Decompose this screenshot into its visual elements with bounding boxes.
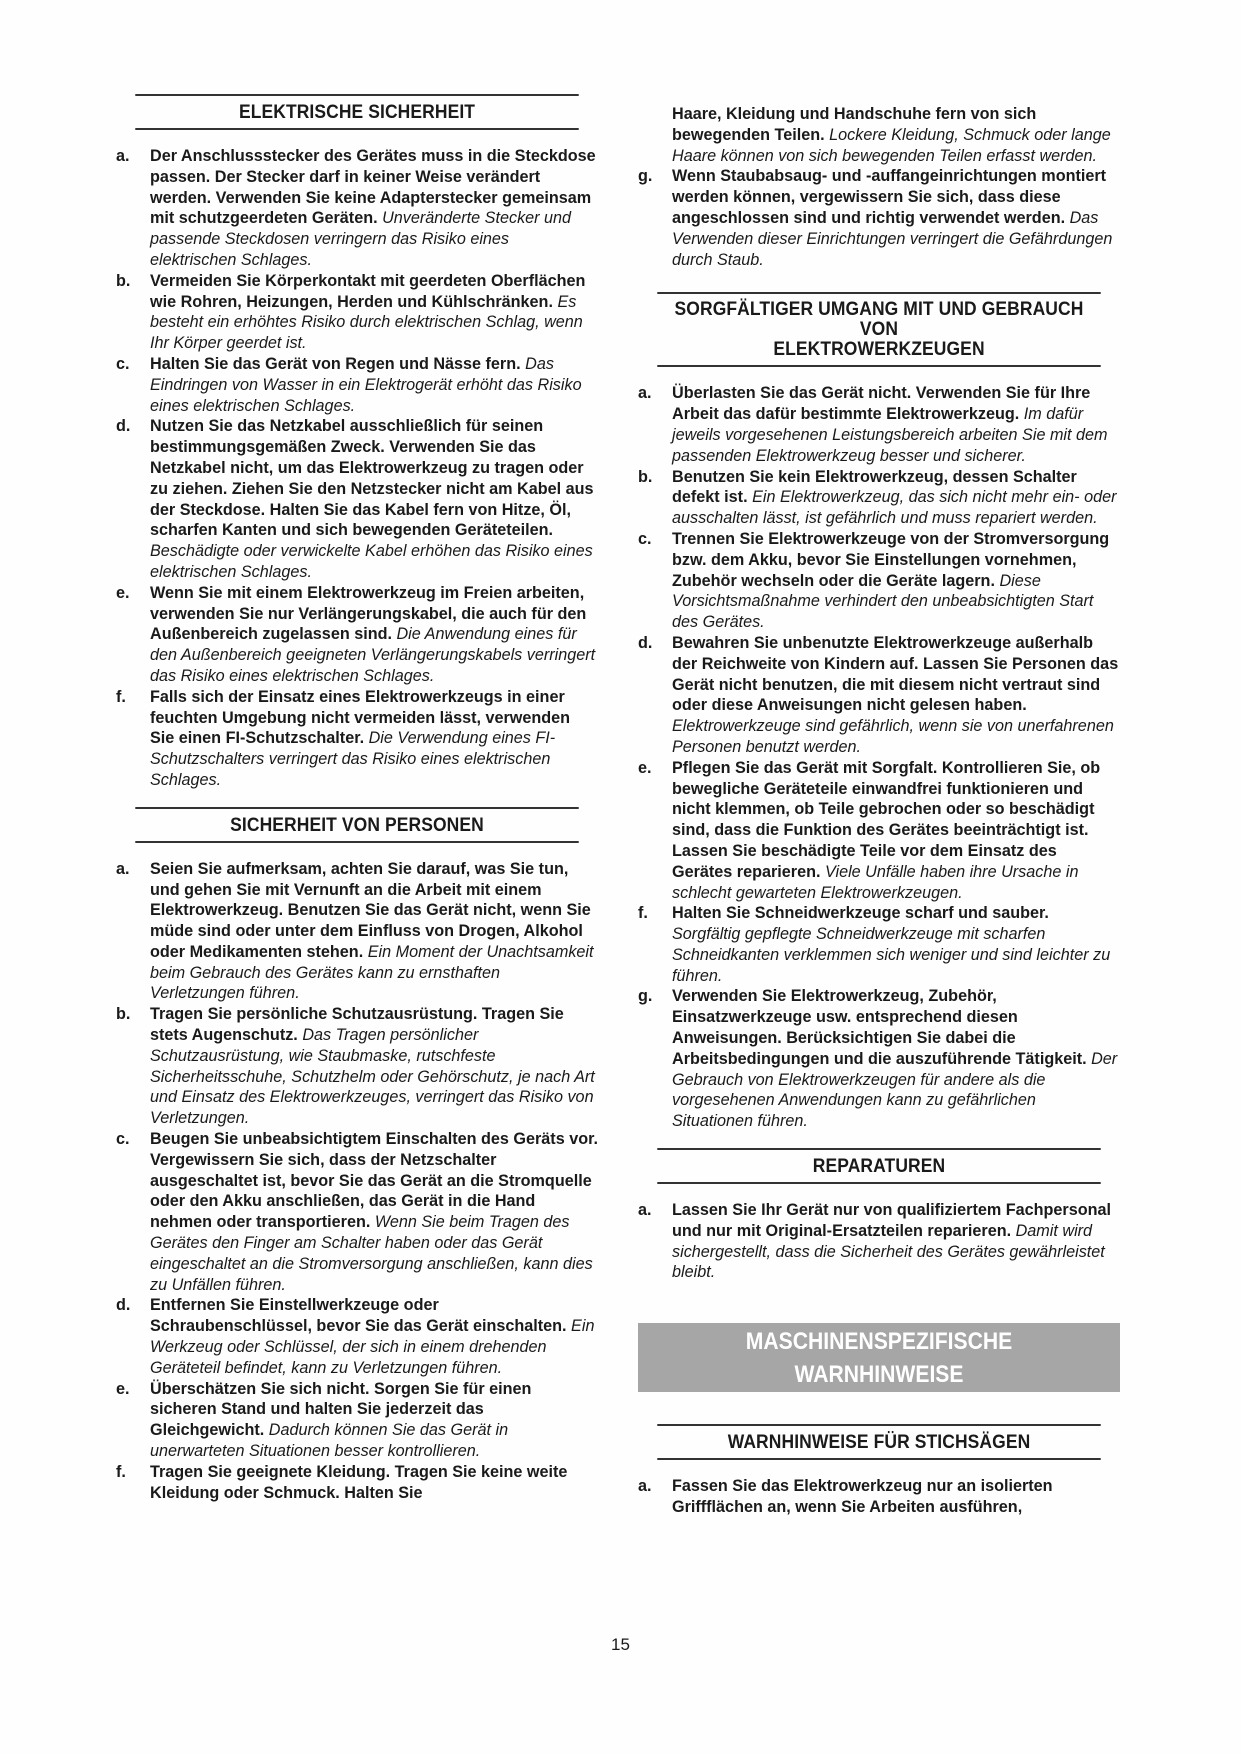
list-item: b. Vermeiden Sie Körperkontakt mit geerdeten Oberflächen wie Rohren, Heizungen, Herden und Kühlschränken. Es besteht ein erhöhtes Risiko durch elektrischen Schlag, wenn Ihr Körper geerdet ist.	[116, 271, 586, 353]
personal-safety-list	[116, 859, 598, 1504]
machine-specific-warnings-banner: MASCHINENSPEZIFISCHE WARNHINWEISE	[638, 1323, 1120, 1392]
list-item: c. Beugen Sie unbeabsichtigtem Einschalten des Geräts vor. Vergewissern Sie sich, dass der Netzschalter ausgeschaltet ist, bevor Sie das Gerät an die Stromquelle oder den Akku anschließen, das Gerät in die Hand nehmen oder transportieren. Wenn Sie beim Tragen des Gerätes den Finger am Schalter haben oder das Gerät eingeschaltet an die Stromversorgung anschließen, kann dies zu Unfällen führen.	[116, 1130, 598, 1294]
list-item: d. Bewahren Sie unbenutzte Elektrowerkzeuge außerhalb der Reichweite von Kindern auf. Lassen Sie Personen das Gerät nicht benutzen, die mit diesem nicht vertraut sind oder diese Anweisungen nicht gelesen haben. Elektrowerkzeuge sind gefährlich, wenn sie von unerfahrenen Personen benutzt werden.	[638, 633, 1119, 756]
list-item: b. Tragen Sie persönliche Schutzausrüstung. Tragen Sie stets Augenschutz. Das Tragen persönlicher Schutzausrüstung, wie Staubmaske, rutschfeste Sicherheitsschuhe, Schutzhelm oder Gehörschutz, je nach Art und Einsatz des Elektrowerkzeuges, verringert das Risiko von Verletzungen.	[116, 1005, 595, 1128]
list-item: c. Trennen Sie Elektrowerkzeuge von der Stromversorgung bzw. dem Akku, bevor Sie Einstellungen vornehmen, Zubehör wechseln oder die Geräte lagern. Diese Vorsichtsmaßnahme verhindert den unbeabsichtigten Start des Gerätes.	[638, 529, 1110, 632]
electrical-safety-heading: ELEKTRISCHE SICHERHEIT	[135, 94, 578, 130]
list-item: a. Seien Sie aufmerksam, achten Sie darauf, was Sie tun, und gehen Sie mit Vernunft an die Arbeit mit einem Elektrowerkzeug. Benutzen Sie das Gerät nicht, wenn Sie müde sind oder unter dem Einfluss von Drogen, Alkohol oder Medikamenten stehen. Ein Moment der Unachtsamkeit beim Gebrauch des Gerätes kann zu ernsthaften Verletzungen führen.	[116, 859, 594, 1003]
tool-use-heading: SORGFÄLTIGER UMGANG MIT UND GEBRAUCH VON ELEKTROWERKZEUGEN	[657, 292, 1100, 367]
page-number: 15	[611, 1635, 630, 1654]
electrical-safety-list	[116, 146, 598, 791]
jigsaw-warnings-list	[638, 1476, 1120, 1518]
list-item: g. Verwenden Sie Elektrowerkzeug, Zubehör, Einsatzwerkzeuge usw. entsprechend diesen Anweisungen. Berücksichtigen Sie dabei die Arbeitsbedingungen und die auszuführende Tätigkeit. Der Gebrauch von Elektrowerkzeugen für andere als die vorgesehenen Anwendungen kann zu gefährlichen Situationen führen.	[638, 987, 1118, 1131]
list-item: a. Lassen Sie Ihr Gerät nur von qualifiziertem Fachpersonal und nur mit Original-Ersatzteilen reparieren. Damit wird sichergestellt, dass die Sicherheit des Gerätes gewährleistet bleibt.	[638, 1201, 1111, 1282]
personal-safety-list-continued	[638, 166, 1120, 270]
list-item: a. Fassen Sie das Elektrowerkzeug nur an isolierten Griffflächen an, wenn Sie Arbeiten ausführen,	[638, 1477, 1053, 1517]
list-item: f. Halten Sie Schneidwerkzeuge scharf und sauber. Sorgfältig gepflegte Schneidwerkzeuge mit scharfen Schneidkanten verklemmen sich weniger und sind leichter zu führen.	[638, 904, 1111, 985]
repairs-heading: REPARATUREN	[657, 1148, 1100, 1184]
list-item: g. Wenn Staubabsaug- und -auffangeinrichtungen montiert werden können, vergewissern Sie sich, dass diese angeschlossen sind und richtig verwendet werden. Das Verwenden dieser Einrichtungen verringert die Gefährdungen durch Staub.	[638, 167, 1113, 269]
jigsaw-warnings-heading: WARNHINWEISE FÜR STICHSÄGEN	[657, 1424, 1100, 1460]
list-item: d. Entfernen Sie Einstellwerkzeuge oder Schraubenschlüssel, bevor Sie das Gerät einschalten. Ein Werkzeug oder Schlüssel, der sich in einem drehenden Geräteteil befindet, kann zu Verletzungen führen.	[116, 1296, 595, 1377]
list-item: c. Halten Sie das Gerät von Regen und Nässe fern. Das Eindringen von Wasser in ein Elektrogerät erhöht das Risiko eines elektrischen Schlages.	[116, 354, 582, 415]
list-item: a. Überlasten Sie das Gerät nicht. Verwenden Sie für Ihre Arbeit das dafür bestimmte Elektrowerkzeug. Im dafür jeweils vorgesehenen Leistungsbereich arbeiten Sie mit dem passenden Elektrowerkzeug besser und sicherer.	[638, 384, 1108, 465]
tool-use-list	[638, 383, 1120, 1132]
personal-safety-heading: SICHERHEIT VON PERSONEN	[135, 807, 578, 843]
list-item: f. Falls sich der Einsatz eines Elektrowerkzeugs in einer feuchten Umgebung nicht vermeiden lässt, verwenden Sie einen FI-Schutzschalter. Die Verwendung eines FI-Schutzschalters verringert das Risiko eines elektrischen Schlages.	[116, 687, 571, 789]
list-item: a. Der Anschlussstecker des Gerätes muss in die Steckdose passen. Der Stecker darf in keiner Weise verändert werden. Verwenden Sie keine Adapterstecker gemeinsam mit schutzgeerdeten Geräten. Unveränderte Stecker und passende Steckdosen verringern das Risiko eines elektrischen Schlages.	[116, 147, 596, 269]
list-item: e. Pflegen Sie das Gerät mit Sorgfalt. Kontrollieren Sie, ob bewegliche Geräteteile einwandfrei funktionieren und nicht klemmen, ob Teile gebrochen oder so beschädigt sind, dass die Funktion des Gerätes beeinträchtigt ist. Lassen Sie beschädigte Teile vor dem Einsatz des Gerätes reparieren. Viele Unfälle haben ihre Ursache in schlecht gewarteten Elektrowerkzeugen.	[638, 758, 1101, 902]
repairs-list	[638, 1200, 1120, 1283]
list-item: b. Benutzen Sie kein Elektrowerkzeug, dessen Schalter defekt ist. Ein Elektrowerkzeug, das sich nicht mehr ein- oder ausschalten lässt, ist gefährlich und muss repariert werden.	[638, 467, 1117, 528]
continued-item: Haare, Kleidung und Handschuhe fern von sich bewegenden Teilen. Lockere Kleidung, Schmuck oder lange Haare können von sich bewegenden Teilen erfasst werden.	[672, 105, 1111, 165]
left-column	[116, 94, 598, 1503]
list-item: f. Tragen Sie geeignete Kleidung. Tragen Sie keine weite Kleidung oder Schmuck. Halten Sie	[116, 1462, 568, 1502]
list-item: e. Wenn Sie mit einem Elektrowerkzeug im Freien arbeiten, verwenden Sie nur Verlängerungskabel, die auch für den Außenbereich zugelassen sind. Die Anwendung eines für den Außenbereich geeigneten Verlängerungskabels verringert das Risiko eines elektrischen Schlages.	[116, 583, 596, 685]
list-item: d. Nutzen Sie das Netzkabel ausschließlich für seinen bestimmungsgemäßen Zweck. Verwenden Sie das Netzkabel nicht, um das Elektrowerkzeug zu tragen oder zu ziehen. Ziehen Sie den Netzstecker nicht am Kabel aus der Steckdose. Halten Sie das Kabel fern von Hitze, Öl, scharfen Kanten und sich bewegenden Geräteteilen. Beschädigte oder verwickelte Kabel erhöhen das Risiko eines elektrischen Schlages.	[116, 417, 594, 581]
right-column	[638, 104, 1120, 1518]
list-item: e. Überschätzen Sie sich nicht. Sorgen Sie für einen sicheren Stand und halten Sie jederzeit das Gleichgewicht. Dadurch können Sie das Gerät in unerwarteten Situationen besser kontrollieren.	[116, 1379, 532, 1461]
